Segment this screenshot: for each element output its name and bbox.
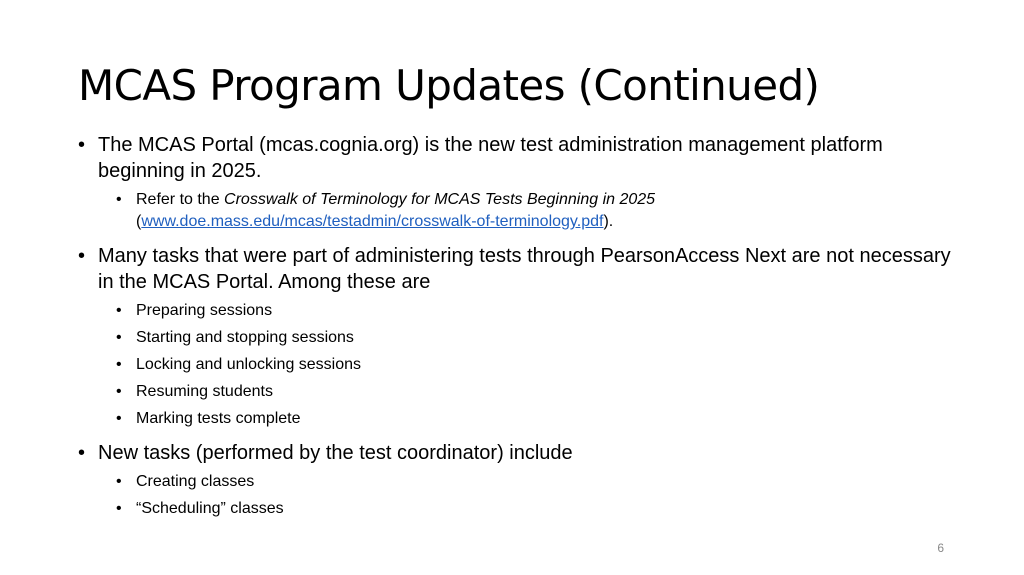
crosswalk-link[interactable]: www.doe.mass.edu/mcas/testadmin/crosswalk-of-terminology.pdf xyxy=(141,213,604,230)
sub-bullet-item xyxy=(78,354,958,376)
bullet-icon: • xyxy=(116,191,122,208)
bullet-text: New tasks (performed by the test coordinator) include xyxy=(98,442,573,464)
sub-bullet-text: Preparing sessions xyxy=(136,302,273,319)
sub-bullet-item xyxy=(78,327,958,349)
bullet-icon: • xyxy=(78,245,86,267)
sub-bullet-crosswalk xyxy=(78,189,958,233)
sub-bullet-mid: ( xyxy=(136,213,142,230)
sub-bullet-text: Resuming students xyxy=(136,383,273,400)
bullet-icon: • xyxy=(78,442,86,464)
document-title: Crosswalk of Terminology for MCAS Tests Beginning in 2025 xyxy=(224,191,656,208)
sub-bullet-item xyxy=(78,381,958,403)
sub-bullet-item xyxy=(78,498,958,520)
bullet-item-tasks-removed xyxy=(78,243,958,295)
bullet-icon: • xyxy=(116,329,122,346)
sub-bullet-item xyxy=(78,471,958,493)
bullet-text: The MCAS Portal (mcas.cognia.org) is the new test administration management platform beginning in 2025. xyxy=(98,134,883,182)
bullet-icon: • xyxy=(116,302,122,319)
bullet-item-new-tasks xyxy=(78,440,958,466)
sub-bullet-text: Marking tests complete xyxy=(136,410,301,427)
bullet-icon: • xyxy=(116,356,122,373)
slide-title: MCAS Program Updates (Continued) xyxy=(78,61,820,110)
sub-bullet-text: Starting and stopping sessions xyxy=(136,329,354,346)
bullet-icon: • xyxy=(116,383,122,400)
bullet-icon: • xyxy=(116,473,122,490)
bullet-icon: • xyxy=(116,410,122,427)
sub-bullet-item xyxy=(78,300,958,322)
sub-bullet-prefix: Refer to the xyxy=(136,191,225,208)
bullet-icon: • xyxy=(116,500,122,517)
sub-bullet-text: Creating classes xyxy=(136,473,255,490)
bullet-item-portal xyxy=(78,132,958,184)
bullet-icon: • xyxy=(78,134,86,156)
slide-content xyxy=(78,132,958,520)
page-number: 6 xyxy=(937,541,944,555)
sub-bullet-suffix: ). xyxy=(603,213,614,230)
bullet-text: Many tasks that were part of administering tests through PearsonAccess Next are not necessary in the MCAS Portal. Among these are xyxy=(98,245,951,293)
sub-bullet-item xyxy=(78,408,958,430)
sub-bullet-text: “Scheduling” classes xyxy=(136,500,284,517)
sub-bullet-text: Locking and unlocking sessions xyxy=(136,356,362,373)
